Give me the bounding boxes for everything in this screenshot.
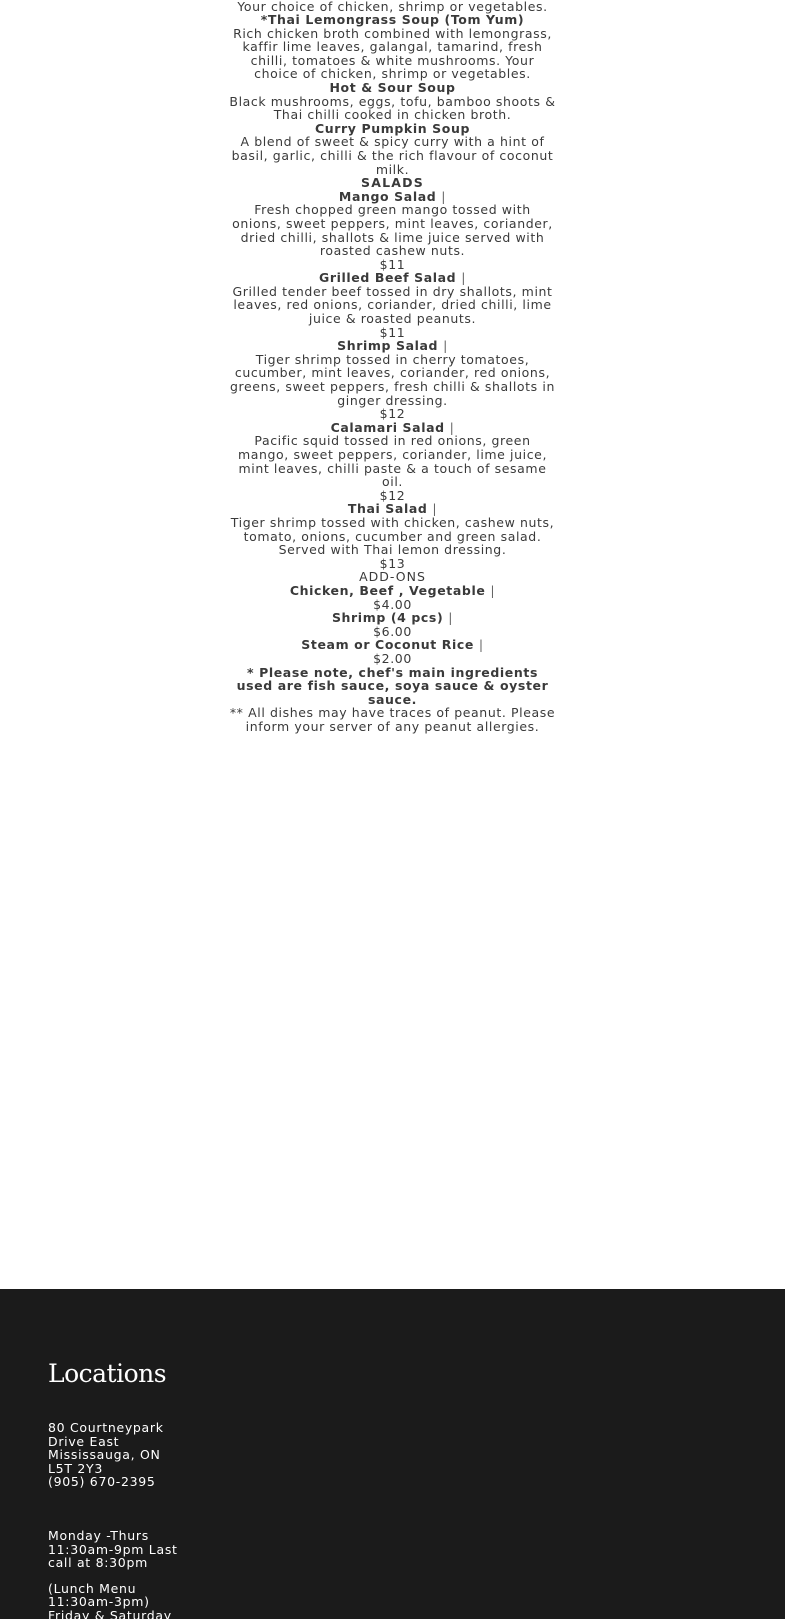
cut-off-text: Your choice of chicken, shrimp or vegetables.: [237, 0, 548, 14]
salads-heading: SALADS: [361, 175, 424, 191]
salad-price: $12: [379, 487, 406, 503]
salad-name: Calamari Salad: [330, 419, 445, 435]
ingredients-note: * Please note, chef's main ingredients used are fish sauce, soya sauce & oyster sauce.: [236, 664, 549, 707]
address-line: 80 Courtneypark Drive East: [48, 1420, 164, 1449]
salad-name: Shrimp Salad: [337, 338, 439, 354]
locations-heading: Locations: [48, 1359, 167, 1388]
addon-item: [228, 611, 558, 625]
salad-price: $13: [379, 555, 406, 571]
address-city: Mississauga, ON: [48, 1447, 161, 1463]
salad-item: [228, 339, 558, 353]
addons-heading: ADD-ONS: [359, 569, 426, 585]
salad-price: $11: [379, 324, 406, 340]
phone-number[interactable]: (905) 670-2395: [48, 1474, 156, 1490]
addon-name: Steam or Coconut Rice: [301, 637, 474, 653]
salad-description: Tiger shrimp tossed with chicken, cashew nuts, tomato, onions, cucumber and green salad. Served with Thai lemon dressing.: [230, 514, 555, 558]
salad-description: Tiger shrimp tossed in cherry tomatoes, cucumber, mint leaves, coriander, red onions, greens, sweet peppers, fresh chilli & shallots in ginger dressing.: [230, 351, 555, 408]
separator: |: [478, 637, 484, 653]
peanut-note: ** All dishes may have traces of peanut. Please inform your server of any peanut allergies.: [229, 705, 556, 734]
separator: |: [448, 610, 454, 626]
menu-column: [228, 0, 558, 733]
separator: |: [490, 582, 496, 598]
addon-name: Chicken, Beef , Vegetable: [289, 582, 486, 598]
hours-time: 11:30am-9pm Last call at 8:30pm: [48, 1541, 178, 1571]
separator: |: [441, 188, 447, 204]
addon-name: Shrimp (4 pcs): [331, 610, 444, 626]
addon-item: [228, 584, 558, 598]
addon-item: [228, 638, 558, 652]
addon-price: $2.00: [373, 650, 412, 666]
salad-name: Thai Salad: [347, 501, 428, 517]
hours-days: Monday -Thurs: [48, 1527, 149, 1543]
salad-item: [228, 190, 558, 204]
salad-name: Grilled Beef Salad: [319, 270, 457, 286]
separator: |: [432, 501, 438, 517]
salad-item: [228, 421, 558, 435]
salad-price: $11: [379, 256, 406, 272]
lunch-hours: (Lunch Menu 11:30am-3pm): [48, 1580, 150, 1610]
salad-item: [228, 502, 558, 516]
location-info: [48, 1421, 196, 1623]
separator: |: [443, 338, 448, 354]
salad-price: $12: [379, 406, 406, 422]
postal-code: L5T 2Y3: [48, 1460, 103, 1476]
soup-name: Curry Pumpkin Soup: [314, 120, 471, 136]
salad-description: Fresh chopped green mango tossed with onions, sweet peppers, mint leaves, coriander, dried chilli, shallots & lime juice served with roasted cashew nuts.: [232, 202, 553, 259]
soup-description: A blend of sweet & spicy curry with a hint of basil, garlic, chilli & the rich flavour of coconut milk.: [231, 134, 554, 177]
separator: |: [449, 419, 455, 435]
soup-description: Rich chicken broth combined with lemongrass, kaffir lime leaves, galangal, tamarind, fresh chilli, tomatoes & white mushrooms. Your choice of chicken, shrimp or vegetables.: [233, 25, 552, 82]
salad-name: Mango Salad: [338, 188, 437, 204]
soup-name: *Thai Lemongrass Soup (Tom Yum): [260, 12, 525, 27]
salad-description: Grilled tender beef tossed in dry shallots, mint leaves, red onions, coriander, dried chilli, lime juice & roasted peanuts.: [232, 283, 553, 327]
addon-price: $4.00: [373, 596, 412, 612]
soup-description: Black mushrooms, eggs, tofu, bamboo shoots & Thai chilli cooked in chicken broth.: [229, 93, 556, 123]
salad-description: Pacific squid tossed in red onions, green mango, sweet peppers, coriander, lime juice, mint leaves, chilli paste & a touch of sesame oil.: [237, 433, 548, 490]
separator: |: [461, 270, 466, 286]
soup-name: Hot & Sour Soup: [329, 79, 456, 95]
salad-item: [228, 271, 558, 285]
addon-price: $6.00: [373, 623, 412, 639]
footer: [0, 1289, 785, 1623]
weekend-days: Friday & Saturday: [48, 1607, 172, 1623]
